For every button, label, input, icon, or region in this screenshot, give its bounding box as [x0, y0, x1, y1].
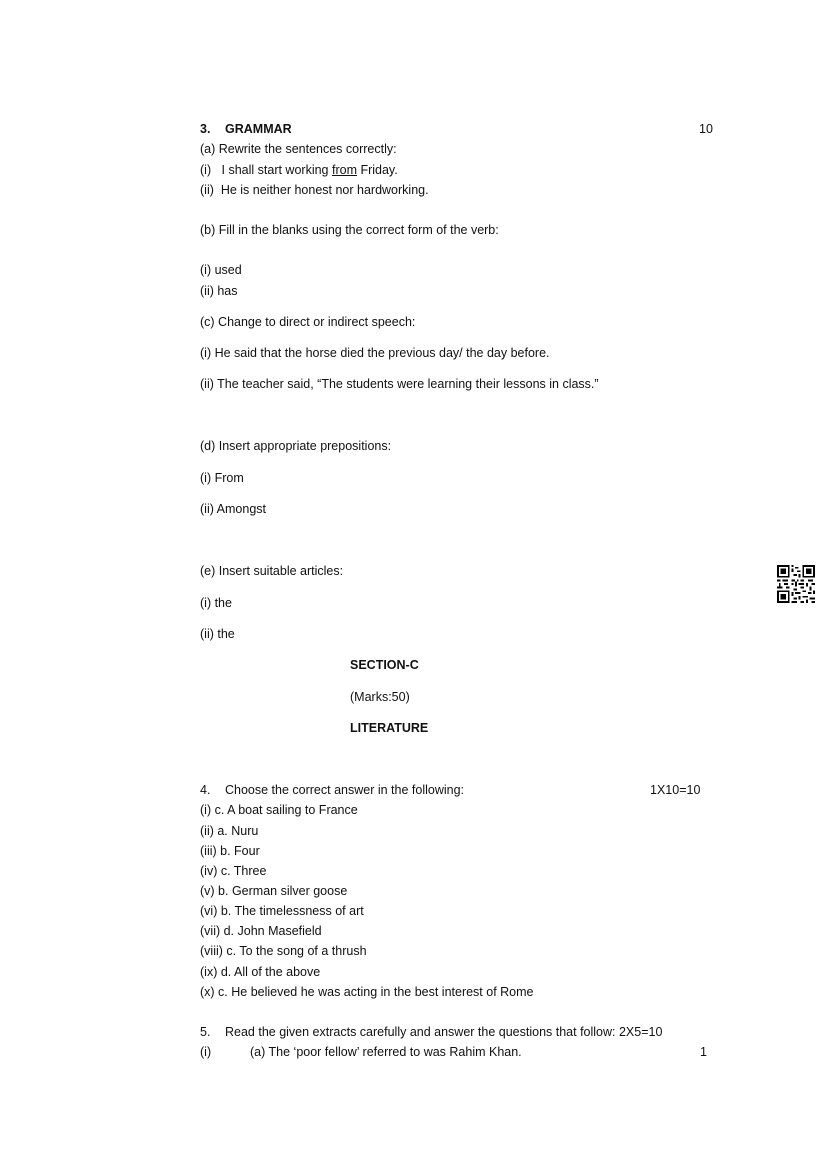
- q3-d-heading: (d) Insert appropriate prepositions:: [200, 439, 392, 453]
- q4-number: 4.: [200, 783, 211, 797]
- q5-number: 5.: [200, 1025, 211, 1039]
- q3-a-heading: (a) Rewrite the sentences correctly:: [200, 142, 397, 156]
- q4-answer: (iii) b. Four: [200, 844, 260, 858]
- q5-i-a: (a) The ‘poor fellow’ referred to was Rahim Khan.: [250, 1045, 522, 1059]
- q3-title: GRAMMAR: [225, 122, 292, 136]
- q5-i-a-marks: 1: [700, 1045, 707, 1059]
- section-subtitle: LITERATURE: [350, 721, 429, 735]
- q3-number: 3.: [200, 122, 211, 136]
- q3-e-item-2: (ii) the: [200, 627, 235, 641]
- q3-a-item-1-prefix: (i) I shall start working: [200, 163, 332, 177]
- qr-code-icon: [777, 565, 815, 603]
- q3-a-item-1-underlined: from: [331, 163, 357, 177]
- q4-answer: (vi) b. The timelessness of art: [200, 904, 364, 918]
- q4-answer: (i) c. A boat sailing to France: [200, 803, 358, 817]
- q4-answer: (viii) c. To the song of a thrush: [200, 944, 367, 958]
- q3-c-item-2: (ii) The teacher said, “The students were learning their lessons in class.”: [200, 377, 599, 391]
- q3-b-heading: (b) Fill in the blanks using the correct form of the verb:: [200, 223, 499, 237]
- q4-answer: (vii) d. John Masefield: [200, 924, 322, 938]
- q3-marks: 10: [699, 122, 713, 136]
- q3-b-item-2: (ii) has: [200, 284, 238, 298]
- q3-d-item-1: (i) From: [200, 471, 244, 485]
- q4-answer: (ii) a. Nuru: [200, 824, 259, 838]
- section-title: SECTION-C: [350, 658, 419, 672]
- q3-a-item-1-suffix: Friday.: [356, 163, 398, 177]
- q3-e-heading: (e) Insert suitable articles:: [200, 564, 344, 578]
- q4-answer: (ix) d. All of the above: [200, 965, 321, 979]
- q3-a-item-2: (ii) He is neither honest nor hardworking.: [200, 183, 429, 197]
- q3-b-item-1: (i) used: [200, 263, 242, 277]
- q4-answer: (iv) c. Three: [200, 864, 267, 878]
- q3-c-item-1: (i) He said that the horse died the previous day/ the day before.: [200, 346, 550, 360]
- q4-title: Choose the correct answer in the following:: [225, 783, 465, 797]
- q4-marks: 1X10=10: [650, 783, 701, 797]
- q4-answer: (x) c. He believed he was acting in the best interest of Rome: [200, 985, 534, 999]
- q3-d-item-2: (ii) Amongst: [200, 502, 266, 516]
- q5-title: Read the given extracts carefully and answer the questions that follow: 2X5=10: [225, 1025, 663, 1039]
- q3-a-item-1: [200, 162, 398, 178]
- q5-i-label: (i): [200, 1045, 212, 1059]
- section-marks: (Marks:50): [350, 690, 410, 704]
- q3-e-item-1: (i) the: [200, 596, 232, 610]
- q4-answer: (v) b. German silver goose: [200, 884, 348, 898]
- q3-c-heading: (c) Change to direct or indirect speech:: [200, 315, 416, 329]
